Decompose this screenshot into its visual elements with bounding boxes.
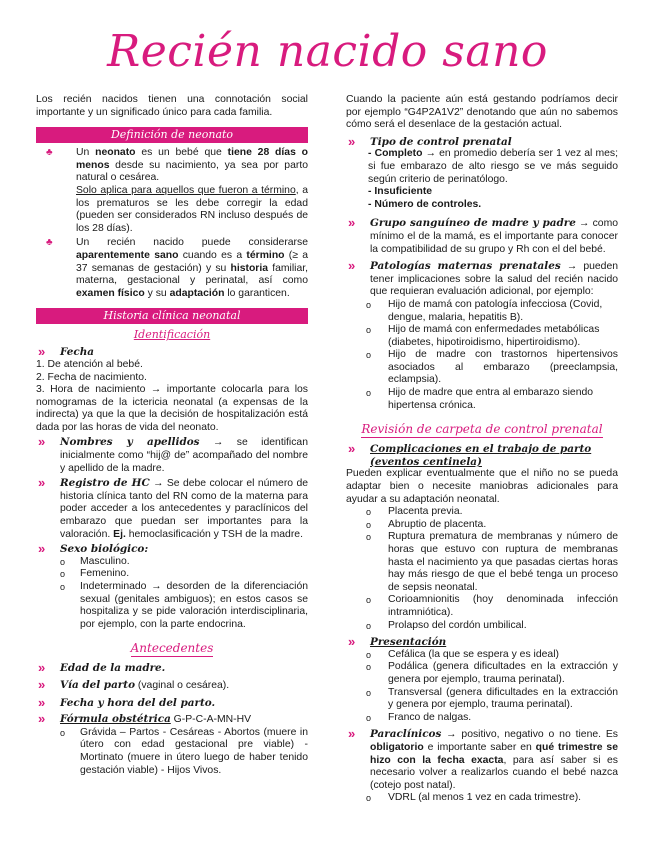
double-chevron-icon: » <box>38 344 46 360</box>
clover-bullet-icon: ♣ <box>46 237 53 249</box>
list-item: o Franco de nalgas. <box>366 711 472 723</box>
clover-bullet-icon: ♣ <box>46 147 53 159</box>
double-chevron-icon: » <box>348 133 356 149</box>
list-item: o Cefálica (la que se espera y es ideal) <box>366 648 559 660</box>
edad-item: » Edad de la madre. <box>38 660 166 676</box>
list-item: o Podálica (genera dificultades en la extracción y genera por ejemplo, trauma perinatal). <box>366 661 618 685</box>
fecha-line: 3. Hora de nacimiento → importante colocarla para los nomogramas de la ictericia neonatal (a expensas de la indirecta) ya que la que la decisión de hospitalización está dada por las horas de vida del neonato. <box>36 384 308 433</box>
list-item: o Masculino. <box>60 555 130 567</box>
double-chevron-icon: » <box>348 441 356 457</box>
list-item: o Abruptio de placenta. <box>366 518 487 530</box>
paraclinicos-item: » Paraclínicos → positivo, negativo o no tiene. Es obligatorio e importante saber en qué trimestre se hizo con la fecha exacta, para así saber si es necesario volver a realizarlos cuando el bebé nazca (cotejo post natal). <box>348 726 619 791</box>
formula-item: » Fórmula obstétrica G-P-C-A-MN-HV <box>38 711 252 727</box>
list-item: o Placenta previa. <box>366 506 463 518</box>
sexo-item: » Sexo biológico: <box>38 541 149 557</box>
fecha-item: » Fecha <box>38 344 95 360</box>
definition-banner: Definición de neonato <box>36 127 308 143</box>
left-column <box>36 94 308 777</box>
definition-item: ♣ Un recién nacido puede considerarse aparentemente sano cuando es a término (≥ a 37 semanas de gestación) y su historia familiar, materna, gestacional y perinatal, así como examen físico y su adaptación lo garanticen. <box>36 237 308 300</box>
fecha-hora-item: » Fecha y hora del del parto. <box>38 694 216 710</box>
double-chevron-icon: » <box>38 434 46 450</box>
double-chevron-icon: » <box>38 660 46 676</box>
list-item: o Hijo de mamá con patología infecciosa (Covid, dengue, malaria, hepatitis B). <box>366 298 603 323</box>
list-item: o VDRL (al menos 1 vez en cada trimestre). <box>366 792 582 804</box>
list-item: o Transversal (genera dificultades en la extracción y genera por ejemplo, trauma perinatal). <box>366 686 618 711</box>
definition-item: ♣ Un neonato es un bebé que tiene 28 días o menos desde su nacimiento, ya sea por parto natural o cesárea. Solo aplica para aquellos que fueron a término, a los prematuros se les debe corregir la edad (pueden ser considerados RN incluso después de los 28 días). <box>36 147 308 235</box>
page-title: Recién nacido sano <box>107 26 548 77</box>
double-chevron-icon: » <box>38 694 46 710</box>
intro-text: Los recién nacidos tienen una connotación social importante y un significado único para cada familia. <box>36 94 308 118</box>
grupo-item: » Grupo sanguíneo de madre y padre → como mínimo el de la mamá, es el importante para conocer la compatibilidad de su grupo y Rh con el del bebé. <box>348 215 619 255</box>
double-chevron-icon: » <box>348 726 356 742</box>
double-chevron-icon: » <box>38 676 46 692</box>
antecedentes-heading: Antecedentes <box>130 641 214 656</box>
list-item: o Femenino. <box>60 568 130 580</box>
fecha-line: 1. De atención al bebé. <box>36 358 143 370</box>
double-chevron-icon: » <box>38 475 46 491</box>
list-item: o Hijo de madre que entra al embarazo siendo hipertensa crónica. <box>366 387 594 411</box>
patologias-item: » Patologías maternas prenatales → pueden tener implicaciones sobre la salud del recién nacido que requieran evaluación adicional, por ejemplo: <box>348 258 619 298</box>
double-chevron-icon: » <box>38 541 46 557</box>
identificacion-heading: Identificación <box>133 328 211 342</box>
list-item: o Corioamnionitis (hoy denominada infección intramniótica). <box>366 594 618 618</box>
tipo-item: » Tipo de control prenatal <box>348 133 512 149</box>
list-item: o Hijo de mamá con enfermedades metabólicas (diabetes, hipotiroidismo, hipertiroidismo). <box>366 324 600 348</box>
fecha-line: 2. Fecha de nacimiento. <box>36 371 147 383</box>
list-item: o Hijo de madre con trastornos hipertensivos asociados al embarazo (preeclampsia, eclampsia). <box>366 349 618 386</box>
complicaciones-text: Pueden explicar eventualmente que el niño no se pueda adaptar bien o necesite maniobras adicionales para ayudar a su adaptación neonatal. <box>346 468 618 505</box>
double-chevron-icon: » <box>348 258 356 274</box>
list-item: o Ruptura prematura de membranas y número de horas que estuvo con ruptura de membranas hasta el nacimiento ya que pasadas ciertas horas hay más riesgo de que el bebé tenga un proceso de sepsis neonatal. <box>366 531 618 593</box>
presentacion-item: » Presentación <box>348 634 447 650</box>
nombres-item: » Nombres y apellidos → se identifican inicialmente como “hij@ de” acompañado del nombre y apellido de la madre. <box>38 434 308 474</box>
double-chevron-icon: » <box>348 634 356 650</box>
list-item: o Prolapso del cordón umbilical. <box>366 619 527 631</box>
list-item: o Indeterminado → desorden de la diferenciación sexual (genitales ambiguos); en estos casos se hospitaliza y se pide valoración interdisciplinaria, por ejemplo, con la parte endocrina. <box>60 581 308 630</box>
complicaciones-item: » Complicaciones en el trabajo de parto (eventos centinela) <box>348 441 592 468</box>
list-item: o Grávida – Partos - Cesáreas - Abortos (muere in útero con edad gestacional pre viable) - Mortinato (muere in útero luego de haber tenido gestación viable) - Hijos Vivos. <box>60 726 308 776</box>
revision-heading: Revisión de carpeta de control prenatal <box>361 422 603 437</box>
registro-item: » Registro de HC → Se debe colocar el número de historia clínica tanto del RN como de la materna para poder acceder a los antecedentes y paraclínicos del embarazo que puedan ser importantes para la valoración. Ej. hemoclasificación y TSH de la madre. <box>38 475 309 540</box>
double-chevron-icon: » <box>348 215 356 231</box>
example-text: Cuando la paciente aún está gestando podríamos decir por ejemplo “G4P2A1V2” denotando que aún no sabemos cómo será el desenlace de la gestación actual. <box>346 94 618 131</box>
double-chevron-icon: » <box>38 711 46 727</box>
historia-banner: Historia clínica neonatal <box>36 308 308 324</box>
right-column: Cuando la paciente aún está gestando podríamos decir por ejemplo “G4P2A1V2” denotando que aún no sabemos cómo será el desenlace de la gestación actual. » Tipo de control prenatal - Completo → en promedio debería ser 1 vez al mes; si fue embarazo de alto riesgo se ve más seguido según criterio de perinatólogo. - Insuficiente - Número de controles. » Grupo sanguíneo de madre y padre → como mínimo el de la mamá, es el importante para conocer la compatibilidad de su grupo y Rh con el del bebé. » Patologías maternas prenatales → pueden tener implicaciones sobre la salud del recién nacido que requieran evaluación adicional, por ejemplo: o Hijo de mamá con patología infecciosa (Covid, dengue, malaria, hepatitis B). o Hijo de mamá con enfermedades metabólicas (diabetes, hipotiroidismo, hipertiroidismo). o Hijo de madre con trastornos hipertensivos asociados al embarazo (preeclampsia, eclampsia). o Hijo de madre que entra al embarazo siendo hipertensa crónica. Revisión de carpeta de control prenatal » Complicaciones en el trabajo de parto (eventos centinela) Pueden explicar eventualmente que el niño no se pueda adaptar bien o necesite maniobras adicionales para ayudar a su adaptación neonatal. o Placenta previa. o Abruptio de placenta. o Ruptura prematura de membranas y número de horas que estuvo con ruptura de membranas hasta el nacimiento ya que pasadas ciertas horas hay más riesgo de que el bebé tenga un proceso de sepsis neonatal. o Corioamnionitis (hoy denominada infección intramniótica). o Prolapso del cordón umbilical. » Presentación o Cefálica (la que se espera y es ideal) o Podálica (genera dificultades en la extracción y genera por ejemplo, trauma perinatal). o Transversal (genera dificultades en la extracción y genera por ejemplo, trauma perinatal). o Franco de nalgas. » Paraclínicos → positivo, negativo o no tiene. Es obligatorio e importante saber en qué trimestre se hizo con la fecha exacta, para así saber si es necesario volver a realizarlos cuando el bebé nazca (cotejo post natal). o VDRL (al menos 1 vez en cada trimestre). <box>346 94 619 804</box>
via-item: » Vía del parto (vaginal o cesárea). <box>38 676 230 692</box>
